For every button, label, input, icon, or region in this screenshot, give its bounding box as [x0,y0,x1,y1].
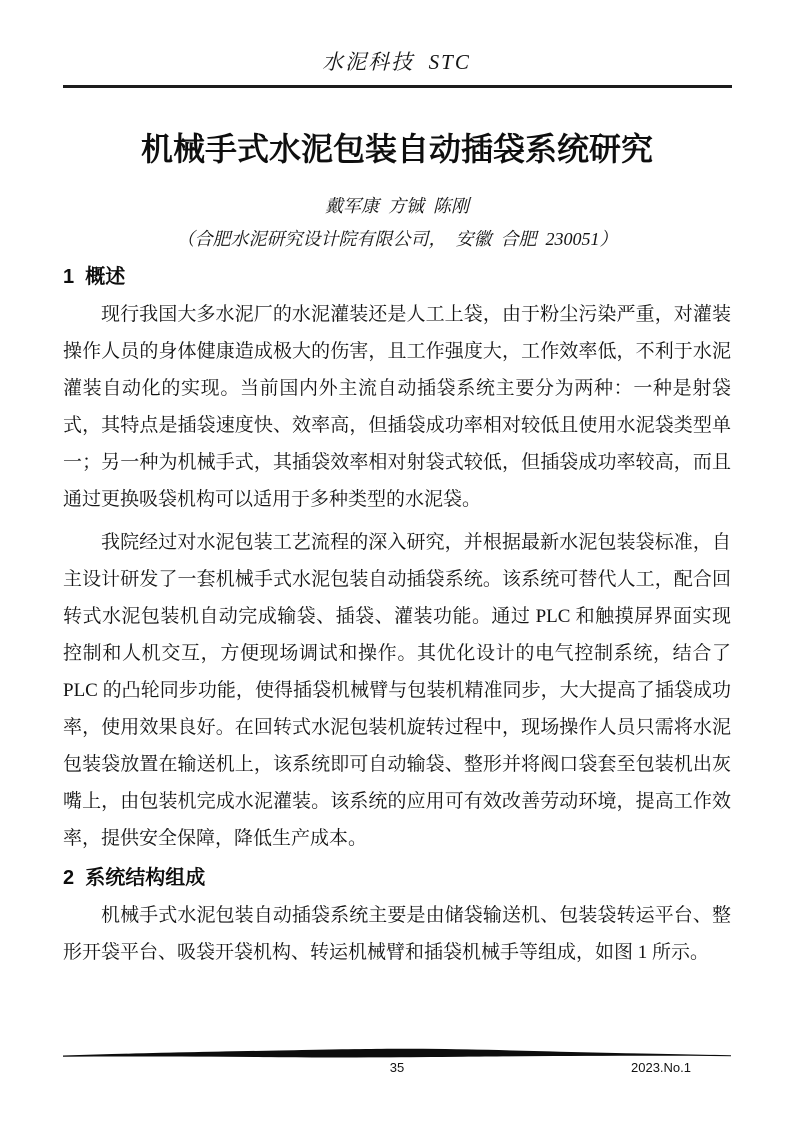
affiliation-line: （合肥水泥研究设计院有限公司， 安徽 合肥 230051） [176,229,618,249]
page-number: 35 [389,1060,405,1075]
paper-title: 机械手式水泥包装自动插袋系统研究 [140,131,653,167]
section-2-paragraph-1: 机械手式水泥包装自动插袋系统主要是由储袋输送机、包装袋转运平台、整形开袋平台、吸袋开袋机构、转运机械臂和插袋机械手等组成，如图 1 所示。 [63,905,731,963]
footer-tapered-line-icon [63,1048,731,1059]
journal-title: 水泥科技 STC [322,50,471,74]
section-2-heading: 2 系统结构组成 [63,867,206,889]
authors-line: 戴军康 方铖 陈刚 [325,196,469,216]
footer-rule [63,1048,731,1059]
section-1-paragraph-2: 我院经过对水泥包装工艺流程的深入研究，并根据最新水泥包装袋标准，自主设计研发了一套机械手式水泥包装自动插袋系统。该系统可替代人工，配合回转式水泥包装机自动完成输袋、插袋、灌装功能。通过 PLC 和触摸屏界面实现控制和人机交互，方便现场调试和操作。其优化设计的电气控制系统，结合了 PLC 的凸轮同步功能，使得插袋机械臂与包装机精准同步，大大提高了插袋成功率，使用效果良好。在回转式水泥包装机旋转过程中，现场操作人员只需将水泥包装袋放置在输送机上，该系统即可自动输袋、整形并将阀口袋套至包装机出灰嘴上，由包装机完成水泥灌装。该系统的应用可有效改善劳动环境，提高工作效率，提供安全保障，降低生产成本。 [63,532,731,849]
header-rule [63,85,732,88]
journal-header [0,46,793,76]
section-1-paragraph-1: 现行我国大多水泥厂的水泥灌装还是人工上袋，由于粉尘污染严重，对灌装操作人员的身体健康造成极大的伤害，且工作强度大，工作效率低，不利于水泥灌装自动化的实现。当前国内外主流自动插袋系统主要分为两种：一种是射袋式，其特点是插袋速度快、效率高，但插袋成功率相对较低且使用水泥袋类型单一；另一种为机械手式，其插袋效率相对射袋式较低，但插袋成功率较高，而且通过更换吸袋机构可以适用于多种类型的水泥袋。 [63,304,731,510]
footer [63,1060,731,1078]
section-1-heading: 1 概述 [63,266,126,288]
article-body [63,128,731,971]
issue-number: 2023.No.1 [631,1060,691,1075]
